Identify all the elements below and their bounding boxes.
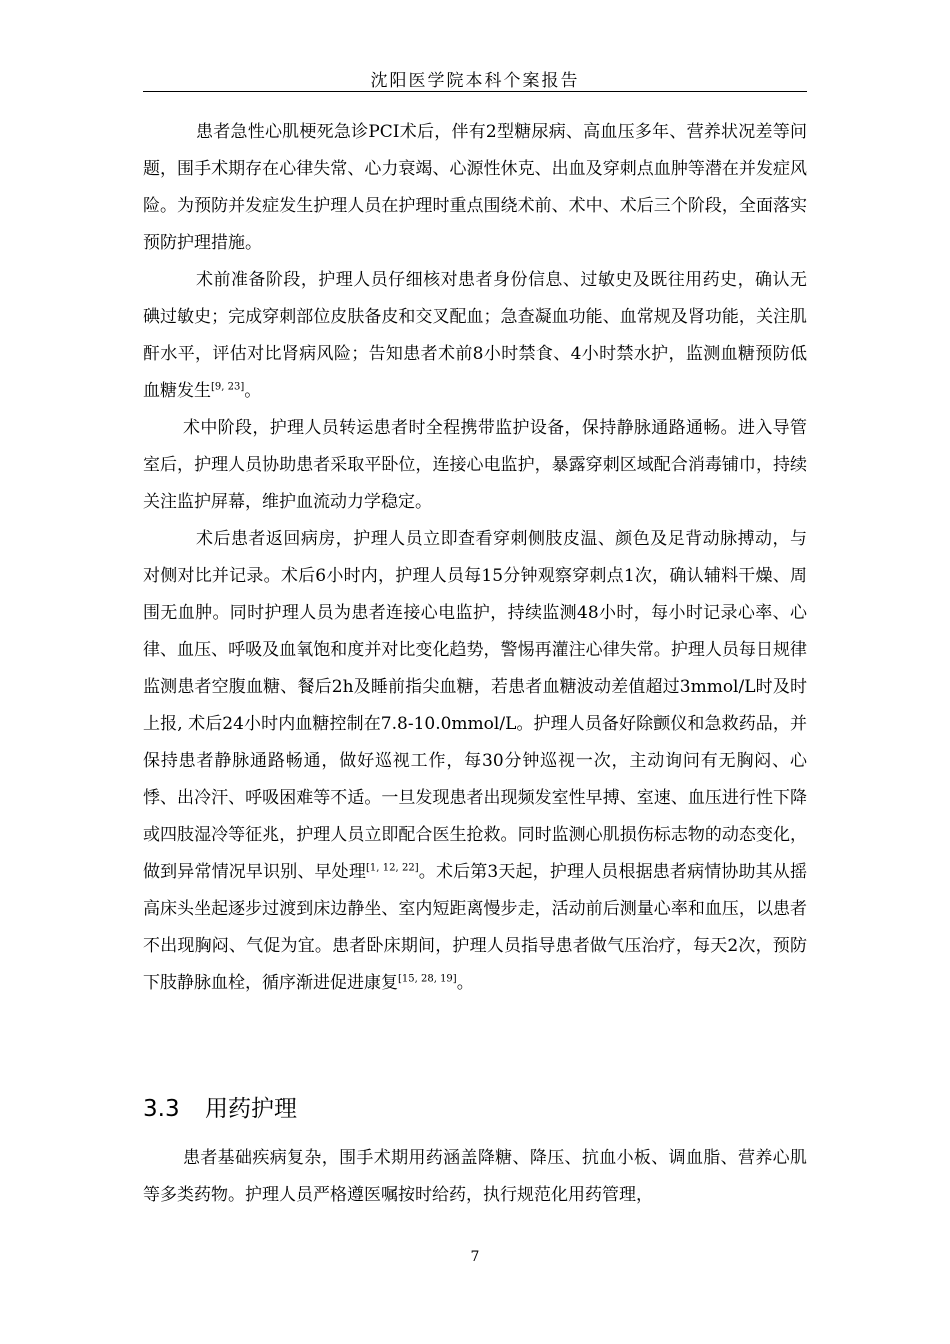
section-heading	[143, 1090, 297, 1123]
running-header: 沈阳医学院本科个案报告	[370, 71, 580, 91]
paragraph-complication-overview	[143, 114, 807, 262]
paragraph-text: 患者基础疾病复杂，围手术期用药涵盖降糖、降压、抗血小板、调血脂、营养心肌等多类药物。护理人员严格遵医嘱按时给药，执行规范化用药管理，	[143, 1148, 807, 1205]
citation: [1, 12, 22]	[366, 862, 419, 874]
header-divider	[143, 91, 807, 92]
paragraph-tail: 。	[456, 973, 474, 993]
body-text	[143, 114, 807, 1002]
paragraph-text: 术中阶段，护理人员转运患者时全程携带监护设备，保持静脉通路通畅。进入导管室后，护理人员协助患者采取平卧位，连接心电监护，暴露穿刺区域配合消毒铺巾，持续关注监护屏幕，维护血流动力学稳定。	[143, 418, 807, 512]
paragraph-tail: 。	[244, 381, 262, 401]
paragraph-text: 术前准备阶段，护理人员仔细核对患者身份信息、过敏史及既往用药史，确认无碘过敏史；完成穿刺部位皮肤备皮和交叉配血；急查凝血功能、血常规及肾功能，关注肌酐水平，评估对比肾病风险；告知患者术前8小时禁食、4小时禁水护，监测血糖预防低血糖发生	[143, 270, 807, 401]
paragraph-text: 患者急性心肌梗死急诊PCI术后，伴有2型糖尿病、高血压多年、营养状况差等问题，围手术期存在心律失常、心力衰竭、心源性休克、出血及穿刺点血肿等潜在并发症风险。为预防并发症发生护理人员在护理时重点围绕术前、术中、术后三个阶段，全面落实预防护理措施。	[143, 122, 807, 253]
section-body-text	[143, 1140, 807, 1214]
section-number: 3.3	[143, 1096, 180, 1122]
paragraph-intraoperative	[143, 410, 807, 521]
citation: [9, 23]	[211, 381, 245, 393]
paragraph-postoperative	[143, 521, 807, 1002]
section-title: 用药护理	[205, 1096, 297, 1122]
citation: [15, 28, 19]	[398, 973, 457, 985]
page-number: 7	[470, 1249, 480, 1265]
paragraph-medication	[143, 1140, 807, 1214]
paragraph-text: 。术后第3天起，护理人员根据患者病情协助其从摇高床头坐起逐步过渡到床边静坐、室内短距离慢步走，活动前后测量心率和血压，以患者不出现胸闷、气促为宜。患者卧床期间，护理人员指导患者做气压治疗，每天2次，预防下肢静脉血栓，循序渐进促进康复	[143, 862, 807, 993]
paragraph-text: 术后患者返回病房，护理人员立即查看穿刺侧肢皮温、颜色及足背动脉搏动，与对侧对比并记录。术后6小时内，护理人员每15分钟观察穿刺点1次，确认辅料干燥、周围无血肿。同时护理人员为患者连接心电监护，持续监测48小时，每小时记录心率、心律、血压、呼吸及血氧饱和度并对比变化趋势，警惕再灌注心律失常。护理人员每日规律监测患者空腹血糖、餐后2h及睡前指尖血糖，若患者血糖波动差值超过3mmol/L时及时上报, 术后24小时内血糖控制在7.8-10.0mmol/L。护理人员备好除颤仪和急救药品，并保持患者静脉通路畅通，做好巡视工作，每30分钟巡视一次，主动询问有无胸闷、心悸、出冷汗、呼吸困难等不适。一旦发现患者出现频发室性早搏、室速、血压进行性下降或四肢湿冷等征兆，护理人员立即配合医生抢救。同时监测心肌损伤标志物的动态变化，做到异常情况早识别、早处理	[143, 529, 807, 882]
paragraph-preoperative	[143, 262, 807, 410]
